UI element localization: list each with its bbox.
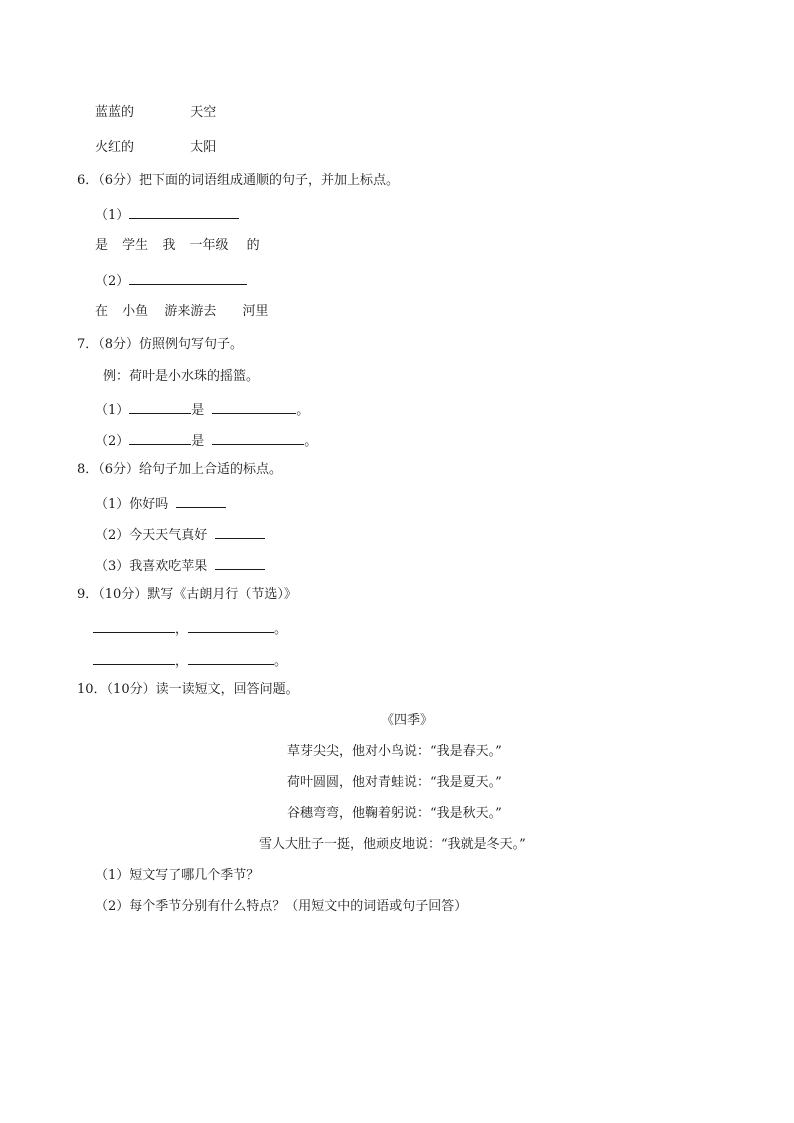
word-pair-row-1 xyxy=(95,104,216,122)
word: 河里 xyxy=(242,304,269,319)
answer-blank[interactable] xyxy=(93,650,175,665)
word-pair-row-2 xyxy=(95,139,216,157)
q10-question-1: （1）短文写了哪几个季节？ xyxy=(95,868,260,883)
connector: 是 xyxy=(191,403,205,418)
answer-blank[interactable] xyxy=(129,270,247,285)
word: 在 xyxy=(95,304,109,319)
q6-words-1 xyxy=(95,237,260,255)
answer-blank[interactable] xyxy=(129,204,239,219)
question-8-title: 8．（6分）给句子加上合适的标点。 xyxy=(77,462,283,477)
answer-blank[interactable] xyxy=(129,430,191,445)
q9-line-2 xyxy=(93,650,287,671)
q8-item-text: （3）我喜欢吃苹果 xyxy=(95,559,208,574)
q8-item-2 xyxy=(95,524,265,545)
q8-item-1 xyxy=(95,493,226,514)
q8-item-text: （2）今天天气真好 xyxy=(95,528,208,543)
word: 的 xyxy=(246,238,260,253)
q7-item-1 xyxy=(95,399,309,420)
period: 。 xyxy=(274,622,288,637)
connector: 是 xyxy=(191,434,205,449)
comma: ， xyxy=(175,622,189,637)
answer-blank[interactable] xyxy=(215,524,265,539)
word: 我 xyxy=(162,238,176,253)
end-mark: 。 xyxy=(296,403,310,418)
question-10-title: 10．（10分）读一读短文，回答问题。 xyxy=(77,682,299,697)
question-6-title: 6．（6分）把下面的词语组成通顺的句子，并加上标点。 xyxy=(77,173,400,188)
word: 一年级 xyxy=(189,238,229,253)
word: 游来游去 xyxy=(164,304,217,319)
answer-blank[interactable] xyxy=(212,399,296,414)
poem-line-4: 雪人大肚子一挺，他顽皮地说：“我就是冬天。” xyxy=(259,837,526,852)
word: 是 xyxy=(95,238,109,253)
poem-line-2: 荷叶圆圆，他对青蛙说：“我是夏天。” xyxy=(287,775,502,790)
q7-item-1-label: （1） xyxy=(95,403,130,418)
q6-item-1-label: （1） xyxy=(95,208,130,223)
poem-title: 《四季》 xyxy=(381,713,434,728)
word-pair-right: 天空 xyxy=(190,105,217,120)
poem-line-3: 谷穗弯弯，他鞠着躬说：“我是秋天。” xyxy=(287,806,502,821)
answer-blank[interactable] xyxy=(215,555,265,570)
q6-item-1 xyxy=(95,204,239,225)
answer-blank[interactable] xyxy=(188,650,274,665)
answer-blank[interactable] xyxy=(188,618,274,633)
comma: ， xyxy=(175,654,189,669)
period: 。 xyxy=(274,654,288,669)
answer-blank[interactable] xyxy=(93,618,175,633)
q7-item-2-label: （2） xyxy=(95,434,130,449)
q8-item-text: （1）你好吗 xyxy=(95,497,169,512)
answer-blank[interactable] xyxy=(176,493,226,508)
q8-item-3 xyxy=(95,555,265,576)
q9-line-1 xyxy=(93,618,287,639)
q7-example: 例：荷叶是小水珠的摇篮。 xyxy=(103,369,260,384)
word-pair-right: 太阳 xyxy=(190,140,217,155)
answer-blank[interactable] xyxy=(212,430,304,445)
answer-blank[interactable] xyxy=(129,399,191,414)
q7-item-2 xyxy=(95,430,317,451)
word: 小鱼 xyxy=(122,304,149,319)
word-pair-left: 蓝蓝的 xyxy=(95,105,135,120)
q10-question-2: （2）每个季节分别有什么特点？（用短文中的词语或句子回答） xyxy=(95,899,468,914)
q6-words-2 xyxy=(95,303,268,321)
poem-line-1: 草芽尖尖，他对小鸟说：“我是春天。” xyxy=(287,744,502,759)
word: 学生 xyxy=(122,238,149,253)
question-9-title: 9．（10分）默写《古朗月行（节选）》 xyxy=(77,587,297,602)
end-mark: 。 xyxy=(304,434,318,449)
question-7-title: 7．（8分）仿照例句写句子。 xyxy=(77,337,244,352)
q6-item-2 xyxy=(95,270,247,291)
word-pair-left: 火红的 xyxy=(95,140,135,155)
q6-item-2-label: （2） xyxy=(95,274,130,289)
